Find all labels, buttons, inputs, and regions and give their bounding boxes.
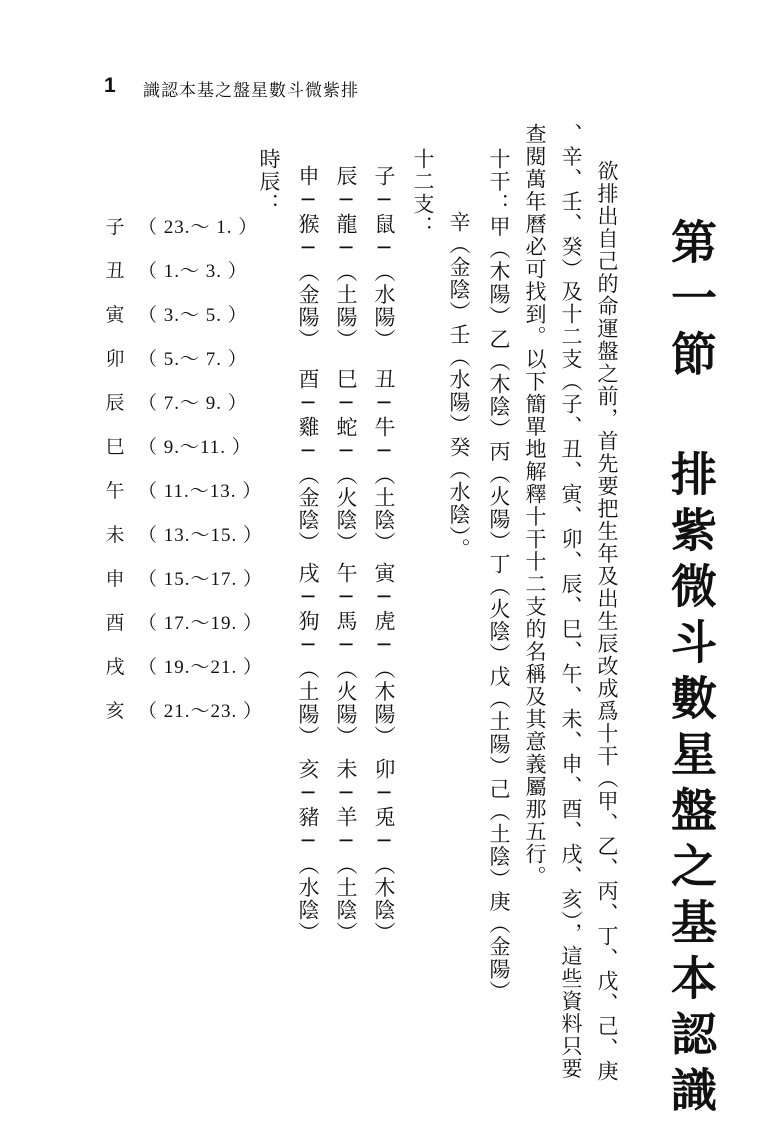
hour-row <box>100 643 263 687</box>
hour-range: （ 17.～19. ） <box>138 612 264 634</box>
hour-branch: 酉 <box>105 611 125 634</box>
hour-branch: 申 <box>105 567 125 590</box>
hour-row <box>100 203 263 247</box>
hour-range: （ 11.～13. ） <box>138 480 263 502</box>
hour-row <box>100 291 263 335</box>
hour-branch: 巳 <box>105 435 125 458</box>
hour-range: （ 1.～ 3. ） <box>138 260 248 282</box>
hour-row <box>100 247 263 291</box>
hour-branch: 午 <box>105 479 125 502</box>
branch-cell: 申─猴─（金陽） <box>296 165 320 351</box>
ten-stems-line-1: 十干：甲（木陽）乙（木陰）丙（火陽）丁（火陰）戊（土陽）己（土陰）庚（金陽） <box>487 148 511 1003</box>
hours-label: 時辰： <box>257 148 281 216</box>
branch-cell: 酉─雞─（金陰） <box>296 368 320 554</box>
paragraph-line-1: 欲排出自己的命運盤之前，首先要把生年及出生辰改成爲十干（甲、乙、丙、丁、戊、己、庚 <box>595 160 619 1083</box>
hour-row <box>100 335 263 379</box>
branch-cell: 戌─狗─（土陽） <box>296 562 320 748</box>
branch-cell: 卯─兎─（木陰） <box>372 758 396 944</box>
hour-range: （ 13.～15. ） <box>138 524 264 546</box>
hour-range: （ 5.～ 7. ） <box>138 348 248 370</box>
hour-branch: 卯 <box>105 347 125 370</box>
hour-range: （ 15.～17. ） <box>138 568 264 590</box>
hour-row <box>100 599 263 643</box>
hour-row <box>100 423 263 467</box>
hour-branch: 亥 <box>105 699 125 722</box>
hour-branch: 辰 <box>105 391 125 414</box>
hour-range: （ 3.～ 5. ） <box>138 304 248 326</box>
branch-cell: 未─羊─（土陰） <box>334 758 358 944</box>
hour-branch: 子 <box>105 215 125 238</box>
hour-range: （ 19.～21. ） <box>138 656 264 678</box>
hour-branch: 戌 <box>105 655 125 678</box>
hour-row <box>100 687 263 731</box>
twelve-branches-label: 十二支： <box>411 148 435 238</box>
ten-stems-line-2: 辛（金陰）壬（水陽）癸（水陰）。 <box>447 211 471 561</box>
hours-table <box>100 203 263 731</box>
hour-row <box>100 467 263 511</box>
branch-cell: 午─馬─（火陽） <box>334 562 358 748</box>
branch-cell: 寅─虎─（木陽） <box>372 562 396 748</box>
branch-cell: 子─鼠─（水陽） <box>372 165 396 351</box>
hour-branch: 寅 <box>105 303 125 326</box>
hour-range: （ 9.～11. ） <box>138 436 252 458</box>
hour-range: （ 7.～ 9. ） <box>138 392 248 414</box>
branch-cell: 丑─牛─（土陰） <box>372 368 396 554</box>
paragraph-line-3: 查閱萬年曆必可找到。以下簡單地解釋十干十二支的名稱及其意義屬那五行。 <box>523 123 547 888</box>
hour-range: （ 21.～23. ） <box>138 700 264 722</box>
section-title: 第一節 排紫微斗數星盤之基本認識 <box>664 218 718 1122</box>
branch-cell: 亥─豬─（水陰） <box>296 758 320 944</box>
hour-row <box>100 511 263 555</box>
branch-cell: 巳─蛇─（火陰） <box>334 368 358 554</box>
hour-row <box>100 555 263 599</box>
hour-range: （ 23.～ 1. ） <box>138 216 259 238</box>
hour-branch: 未 <box>105 523 125 546</box>
running-header: 識認本基之盤星數斗微紫排 <box>143 81 359 101</box>
page-number: 1 <box>104 74 116 97</box>
hour-branch: 丑 <box>105 259 125 282</box>
paragraph-line-2: 、辛、壬、癸）及十二支（子、丑、寅、卯、辰、巳、午、未、申、酉、戌、亥），這些資料只要 <box>559 123 583 1080</box>
hour-row <box>100 379 263 423</box>
branch-cell: 辰─龍─（土陽） <box>334 165 358 351</box>
